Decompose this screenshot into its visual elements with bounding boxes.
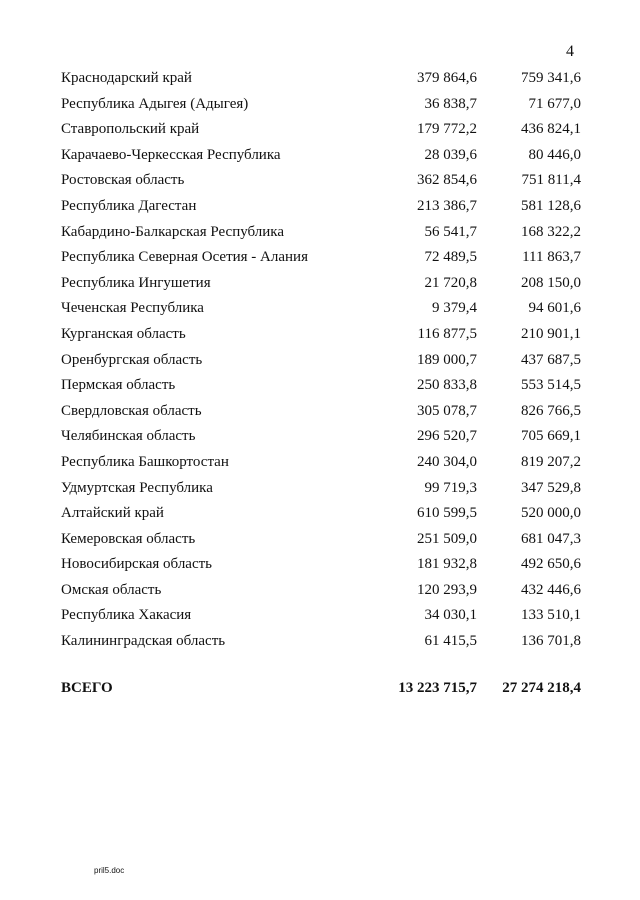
value-col-2: 751 811,4 [521, 172, 581, 189]
region-name: Кемеровская область [61, 530, 196, 547]
value-col-1: 28 039,6 [424, 146, 477, 163]
page-number: 4 [566, 43, 574, 60]
table-row [61, 527, 581, 553]
value-col-1: 34 030,1 [424, 607, 477, 624]
table-row [61, 168, 581, 194]
value-col-2: 581 128,6 [521, 197, 581, 214]
value-col-2: 437 687,5 [521, 351, 581, 368]
value-col-2: 133 510,1 [521, 607, 581, 624]
table-row [61, 424, 581, 450]
value-col-2: 136 701,8 [521, 633, 581, 650]
value-col-2: 759 341,6 [521, 70, 581, 86]
value-col-1: 296 520,7 [417, 428, 477, 445]
value-col-1: 181 932,8 [417, 556, 477, 573]
value-col-1: 189 000,7 [417, 351, 477, 368]
value-col-2: 826 766,5 [521, 402, 581, 419]
value-col-2: 210 901,1 [521, 325, 581, 342]
regions-table [61, 66, 581, 655]
region-name: Ростовская область [61, 172, 185, 189]
table-row [61, 450, 581, 476]
value-col-2: 681 047,3 [521, 530, 581, 547]
region-name: Курганская область [61, 325, 186, 342]
table-row [61, 501, 581, 527]
region-name: Чеченская Республика [61, 300, 204, 317]
region-name: Республика Башкортостан [61, 453, 229, 470]
value-col-2: 492 650,6 [521, 556, 581, 573]
footer-filename: pril5.doc [94, 866, 125, 875]
value-col-1: 179 772,2 [417, 121, 477, 138]
value-col-1: 213 386,7 [417, 197, 477, 214]
table-row [61, 322, 581, 348]
value-col-2: 71 677,0 [528, 95, 581, 112]
total-value-col-2: 27 274 218,4 [502, 680, 581, 696]
region-name: Удмуртская Республика [61, 479, 213, 496]
region-name: Челябинская область [61, 428, 196, 445]
table-row [61, 476, 581, 502]
table-row [61, 399, 581, 425]
region-name: Кабардино-Балкарская Республика [61, 223, 285, 240]
region-name: Пермская область [61, 377, 176, 394]
value-col-1: 72 489,5 [424, 249, 477, 266]
value-col-2: 819 207,2 [521, 453, 581, 470]
region-name: Краснодарский край [61, 70, 192, 86]
value-col-2: 111 863,7 [522, 249, 581, 266]
region-name: Республика Адыгея (Адыгея) [61, 95, 249, 112]
table-row [61, 143, 581, 169]
table-row [61, 66, 581, 92]
value-col-1: 9 379,4 [432, 300, 477, 317]
total-row [61, 675, 581, 701]
table-row [61, 629, 581, 655]
value-col-1: 120 293,9 [417, 581, 477, 598]
region-name: Алтайский край [61, 505, 164, 522]
total-label: ВСЕГО [61, 680, 113, 696]
value-col-1: 379 864,6 [417, 70, 477, 86]
table-row [61, 220, 581, 246]
region-name: Республика Хакасия [61, 607, 192, 624]
region-name: Республика Ингушетия [61, 274, 211, 291]
table-row [61, 373, 581, 399]
region-name: Республика Дагестан [61, 197, 197, 214]
value-col-2: 94 601,6 [528, 300, 581, 317]
table-row [61, 194, 581, 220]
value-col-2: 80 446,0 [528, 146, 581, 163]
table-row [61, 296, 581, 322]
value-col-2: 520 000,0 [521, 505, 581, 522]
value-col-1: 56 541,7 [424, 223, 477, 240]
value-col-1: 250 833,8 [417, 377, 477, 394]
value-col-1: 21 720,8 [424, 274, 477, 291]
value-col-2: 553 514,5 [521, 377, 581, 394]
value-col-2: 347 529,8 [521, 479, 581, 496]
value-col-1: 116 877,5 [417, 325, 477, 342]
table-row [61, 603, 581, 629]
value-col-2: 432 446,6 [521, 581, 581, 598]
value-col-2: 436 824,1 [521, 121, 581, 138]
region-name: Новосибирская область [61, 556, 213, 573]
value-col-1: 251 509,0 [417, 530, 477, 547]
region-name: Калининградская область [61, 633, 226, 650]
value-col-1: 36 838,7 [424, 95, 477, 112]
table-row [61, 552, 581, 578]
region-name: Карачаево-Черкесская Республика [61, 146, 281, 163]
table-row [61, 578, 581, 604]
table-row [61, 271, 581, 297]
value-col-1: 305 078,7 [417, 402, 477, 419]
value-col-2: 705 669,1 [521, 428, 581, 445]
value-col-2: 208 150,0 [521, 274, 581, 291]
table-row [61, 117, 581, 143]
value-col-1: 61 415,5 [424, 633, 477, 650]
table-row [61, 348, 581, 374]
value-col-1: 362 854,6 [417, 172, 477, 189]
value-col-2: 168 322,2 [521, 223, 581, 240]
table-row [61, 92, 581, 118]
region-name: Ставропольский край [61, 121, 200, 138]
value-col-1: 240 304,0 [417, 453, 477, 470]
total-value-col-1: 13 223 715,7 [398, 680, 477, 696]
region-name: Свердловская область [61, 402, 202, 419]
region-name: Республика Северная Осетия - Алания [61, 249, 308, 266]
value-col-1: 99 719,3 [424, 479, 477, 496]
table-row [61, 245, 581, 271]
value-col-1: 610 599,5 [417, 505, 477, 522]
region-name: Оренбургская область [61, 351, 203, 368]
region-name: Омская область [61, 581, 162, 598]
